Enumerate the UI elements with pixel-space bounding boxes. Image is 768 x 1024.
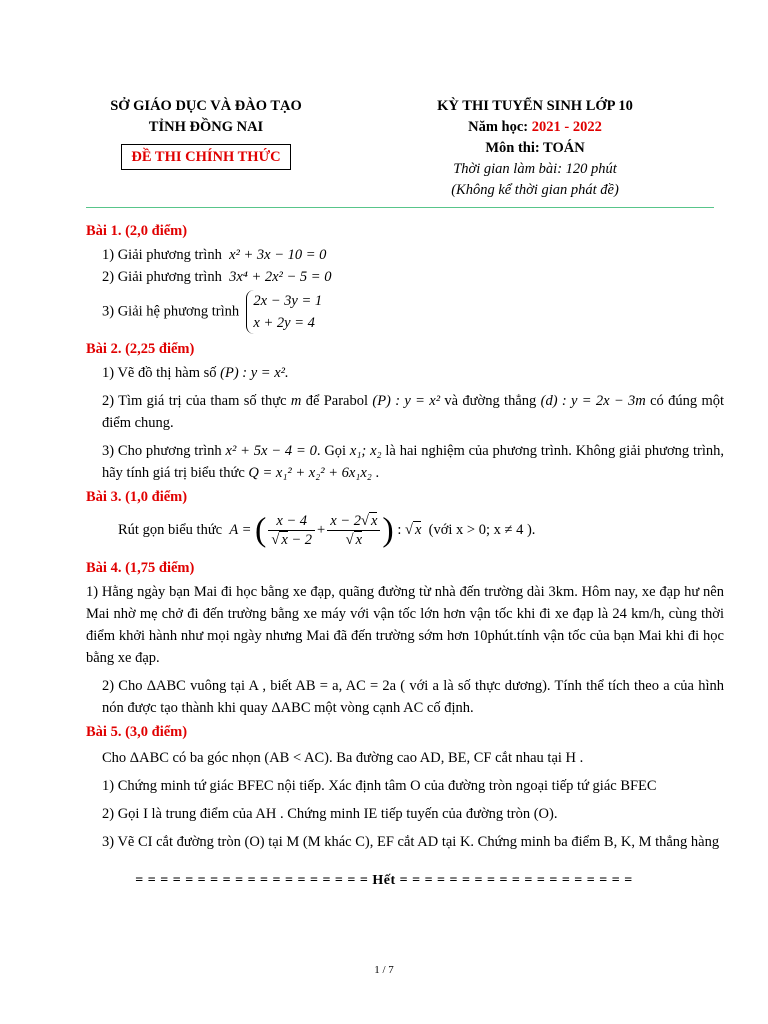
bai1-q2-text: 2) Giải phương trình [102, 269, 222, 285]
equation-system [246, 290, 322, 334]
bai4-q1: 1) Hằng ngày bạn Mai đi học bằng xe đạp, quãng đường từ nhà đến trường dài 3km. Hôm nay, xe đạp hư nên Mai nhờ mẹ chở đi đến trường bằng xe máy với vận tốc lớn hơn vận tốc khi đi xe đạp là 24 km/h, cùng thời điểm khởi hành như mọi ngày nhưng Mai đã đến trường sớm hơn 10phút.tính vận tốc của bạn Mai khi đi học bằng xe đạp. [86, 584, 724, 666]
bai2-q3-end: . [375, 465, 380, 481]
bai2-q3-expression: Q = x₁² + x₂² + 6x₁x₂ [248, 465, 372, 481]
bai2-q3 [86, 440, 724, 484]
system-eq1: 2x − 3y = 1 [253, 293, 323, 309]
bai2-q1-math: (P) : y = x². [220, 365, 289, 381]
bai4-title: Bài 4. (1,75 điểm) [86, 560, 195, 576]
bai2-q2 [86, 390, 724, 434]
bai2-q2-text-e: có đúng một điểm chung. [102, 393, 725, 431]
bai1-q3 [86, 290, 724, 334]
bai2-q2-param: m [290, 393, 302, 409]
bai5-q3: 3) Vẽ CI cắt đường tròn (O) tại M (M khác C), EF cắt AD tại K. Chứng minh ba điểm B, K, M thẳng hàng [102, 834, 720, 850]
bai3-title: Bài 3. (1,0 điểm) [86, 489, 188, 505]
bai5-title: Bài 5. (3,0 điểm) [86, 724, 188, 740]
bai1-q3-text: 3) Giải hệ phương trình [102, 303, 240, 320]
bai2-q2-text-b: để Parabol [305, 393, 369, 409]
bai2-q3-roots: x₁; x₂ [349, 443, 382, 459]
bai1-q1 [86, 244, 724, 266]
school-year [405, 117, 665, 138]
bai2-q3-equation: x² + 5x − 4 = 0 [225, 443, 317, 459]
bai3-a-equals: A = [229, 521, 252, 538]
divisor-sqrt: √ x [404, 521, 422, 538]
divisor-sqrt-arg: x [414, 521, 422, 538]
header-separator [86, 207, 714, 208]
exam-content [86, 218, 724, 853]
system-eq2: x + 2y = 4 [253, 315, 315, 331]
fraction-1-den: √ x − 2 [271, 532, 313, 548]
fraction-1-den-sqrt: x [281, 532, 288, 548]
bai3-text: Rút gọn biểu thức [118, 521, 223, 538]
bai2-q2-parabola: (P) : y = x² [372, 393, 441, 409]
bai1-q1-text: 1) Giải phương trình [102, 247, 222, 263]
end-marker: = = = = = = = = = = = = = = = = = = = Hết = = = = = = = = = = = = = = = = = = = [135, 873, 633, 888]
year-label: Năm học: [468, 119, 532, 135]
exam-time: Thời gian làm bài: 120 phút [453, 161, 617, 177]
header-left [86, 96, 326, 170]
bai4-q2: 2) Cho ΔABC vuông tại A , biết AB = a, AC = 2a ( với a là số thực dương). Tính thể tích theo a của hình nón được tạo thành khi quay ΔABC một vòng cạnh AC cố định. [102, 678, 724, 716]
bai2-q2-text-c: và đường thẳng [444, 393, 537, 409]
fraction-2-num: x − 2√ x [327, 512, 380, 531]
fraction-2 [327, 512, 380, 549]
bai3-q [86, 512, 724, 549]
subject: Môn thi: TOÁN [485, 140, 585, 156]
header-right [405, 96, 665, 201]
bai2-q2-line: (d) : y = 2x − 3m [540, 393, 646, 409]
official-badge: ĐỀ THI CHÍNH THỨC [121, 144, 291, 170]
left-paren: ( [255, 511, 267, 549]
bai2-title: Bài 2. (2,25 điểm) [86, 341, 195, 357]
exam-note: (Không kể thời gian phát đề) [451, 182, 619, 198]
fraction-1-den-tail: − 2 [287, 532, 313, 548]
bai1-q2-math: 3x⁴ + 2x² − 5 = 0 [229, 269, 332, 285]
fraction-1-num: x − 4 [268, 512, 315, 531]
bai1-title: Bài 1. (2,0 điểm) [86, 223, 188, 239]
bai2-q1 [86, 362, 724, 384]
bai5-q1: 1) Chứng minh tứ giác BFEC nội tiếp. Xác định tâm O của đường tròn ngoại tiếp tứ giác BFEC [102, 778, 657, 794]
fraction-2-num-head: x − 2 [330, 513, 361, 529]
bai5-intro: Cho ΔABC có ba góc nhọn (AB < AC). Ba đường cao AD, BE, CF cắt nhau tại H . [102, 750, 584, 766]
bai2-q2-text-a: 2) Tìm giá trị của tham số thực [102, 393, 287, 409]
fraction-2-den-sqrt: x [355, 532, 362, 548]
bai3-condition: (với x > 0; x ≠ 4 ). [428, 521, 536, 538]
dept-line1: SỞ GIÁO DỤC VÀ ĐÀO TẠO [110, 98, 302, 114]
plus-sign: + [317, 521, 326, 538]
exam-title: KỲ THI TUYỂN SINH LỚP 10 [437, 98, 633, 114]
bai1-q1-math: x² + 3x − 10 = 0 [229, 247, 327, 263]
bai2-q3-text-c: là hai nghiệm của phương trình. Không giải phương trình, hãy tính giá trị biểu thức [102, 443, 724, 481]
bai2-q3-text-b: . Gọi [316, 443, 347, 459]
fraction-1 [268, 512, 315, 549]
bai5-q2: 2) Gọi I là trung điểm của AH . Chứng minh IE tiếp tuyến của đường tròn (O). [102, 806, 558, 822]
fraction-2-num-sqrt: x [370, 513, 378, 529]
bai1-q2 [86, 266, 724, 288]
colon-sign: : [397, 521, 402, 538]
dept-line2: TỈNH ĐỒNG NAI [148, 119, 264, 135]
year-value: 2021 - 2022 [531, 119, 602, 135]
page-number: 1 / 7 [374, 964, 394, 976]
bai2-q3-text-a: 3) Cho phương trình [102, 443, 222, 459]
bai2-q1-text: 1) Vẽ đồ thị hàm số [102, 365, 217, 381]
fraction-2-den: √ x [345, 532, 362, 548]
right-paren: ) [382, 511, 394, 549]
